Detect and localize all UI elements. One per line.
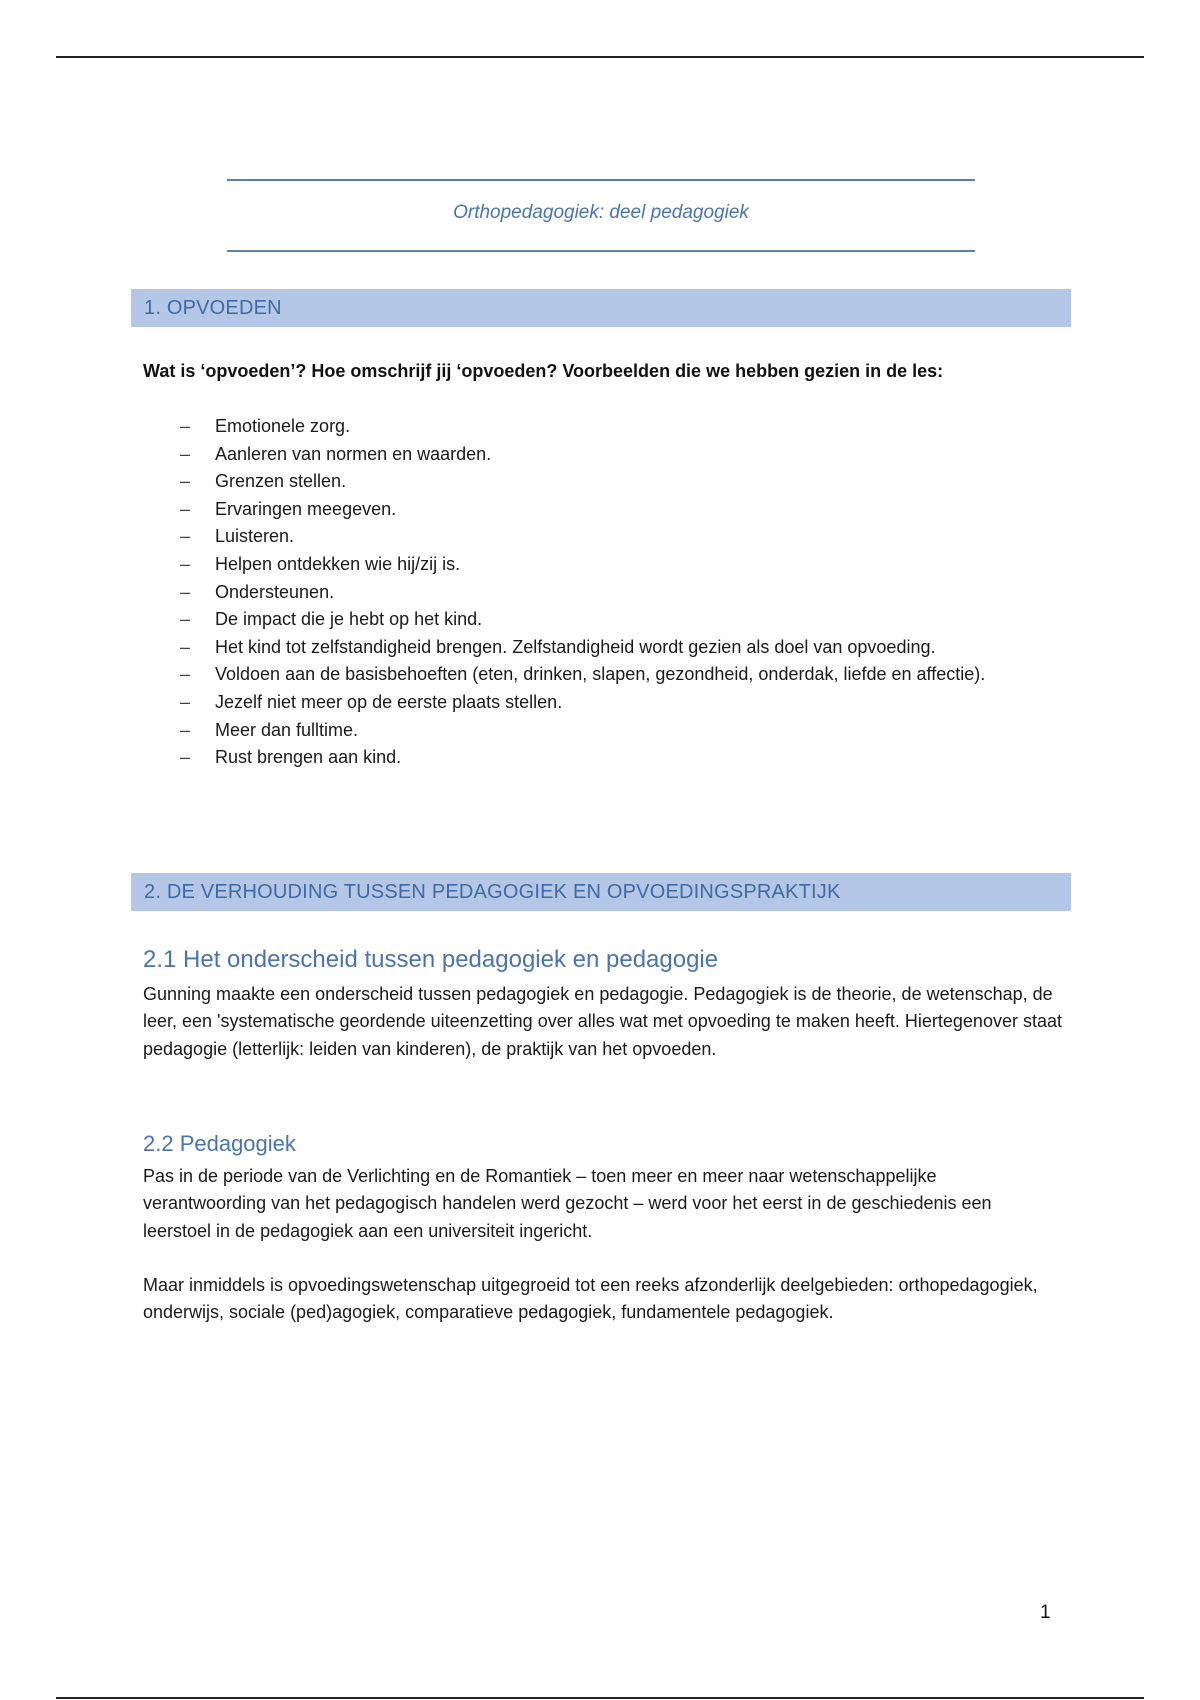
list-item — [143, 468, 1063, 496]
list-item-text: Voldoen aan de basisbehoeften (eten, drinken, slapen, gezondheid, onderdak, liefde en affectie). — [215, 664, 986, 685]
title-bottom-rule — [227, 250, 975, 252]
section-1-heading-band — [131, 289, 1071, 327]
list-item — [143, 551, 1063, 579]
dash-bullet: – — [180, 581, 191, 602]
section-1-heading: 1. OPVOEDEN — [144, 297, 282, 319]
list-item-text: Meer dan fulltime. — [215, 719, 359, 740]
list-item — [143, 523, 1063, 551]
list-item-text: Luisteren. — [215, 526, 295, 547]
list-item-text: Helpen ontdekken wie hij/zij is. — [215, 553, 461, 574]
page-number: 1 — [1040, 1602, 1051, 1623]
dash-bullet: – — [180, 664, 191, 685]
dash-bullet: – — [180, 471, 191, 492]
dash-bullet: – — [180, 526, 191, 547]
dash-bullet: – — [180, 636, 191, 657]
list-item — [143, 496, 1063, 524]
list-item-text: Het kind tot zelfstandigheid brengen. Zelfstandigheid wordt gezien als doel van opvoeding. — [215, 636, 936, 657]
list-item — [143, 606, 1063, 634]
list-item-text: De impact die je hebt op het kind. — [215, 609, 483, 630]
subsection-2-2-paragraph-1: Pas in de periode van de Verlichting en de Romantiek – toen meer en meer naar wetenschappelijke verantwoording van het pedagogisch handelen werd gezocht – werd voor het eerst in de geschiedenis een leerstoel in de pedagogiek aan een universiteit ingericht. — [143, 1166, 992, 1241]
list-item — [143, 717, 1063, 745]
list-item-text: Grenzen stellen. — [215, 471, 347, 492]
subsection-2-2-paragraph-2: Maar inmiddels is opvoedingswetenschap uitgegroeid tot een reeks afzonderlijk deelgebieden: orthopedagogiek, onderwijs, sociale (ped)agogiek, comparatieve pedagogiek, fundamentele pedagogiek. — [143, 1275, 1038, 1323]
opvoeden-examples-list — [143, 413, 1063, 772]
list-item-text: Ondersteunen. — [215, 581, 335, 602]
subsection-2-1-paragraph: Gunning maakte een onderscheid tussen pedagogiek en pedagogie. Pedagogiek is de theorie, de wetenschap, de leer, een 'systematische geordende uiteenzetting over alles wat met opvoeding te maken heeft. Hiertegenover staat pedagogie (letterlijk: leiden van kinderen), de praktijk van het opvoeden. — [143, 984, 1062, 1059]
subsection-2-1-heading: 2.1 Het onderscheid tussen pedagogiek en pedagogie — [143, 946, 719, 973]
list-item — [143, 579, 1063, 607]
list-item — [143, 689, 1063, 717]
list-item-text: Rust brengen aan kind. — [215, 747, 402, 768]
document-title: Orthopedagogiek: deel pedagogiek — [453, 202, 749, 223]
section-2-heading: 2. DE VERHOUDING TUSSEN PEDAGOGIEK EN OPVOEDINGSPRAKTIJK — [144, 881, 841, 903]
section-1-question: Wat is ‘opvoeden’? Hoe omschrijf jij ‘opvoeden? Voorbeelden die we hebben gezien in de les: — [143, 361, 944, 381]
dash-bullet: – — [180, 747, 191, 768]
top-page-rule — [56, 56, 1144, 58]
subsection-2-2-heading: 2.2 Pedagogiek — [143, 1131, 296, 1156]
list-item — [143, 441, 1063, 469]
dash-bullet: – — [180, 498, 191, 519]
section-2-heading-band — [131, 873, 1071, 911]
list-item-text: Aanleren van normen en waarden. — [215, 443, 492, 464]
list-item-text: Jezelf niet meer op de eerste plaats stellen. — [215, 691, 563, 712]
dash-bullet: – — [180, 553, 191, 574]
list-item-text: Emotionele zorg. — [215, 416, 351, 436]
title-top-rule — [227, 179, 975, 181]
list-item — [143, 744, 1063, 772]
list-item — [143, 413, 1063, 441]
dash-bullet: – — [180, 416, 191, 436]
bottom-page-rule — [56, 1697, 1144, 1699]
dash-bullet: – — [180, 443, 191, 464]
dash-bullet: – — [180, 719, 191, 740]
list-item-text: Ervaringen meegeven. — [215, 498, 397, 519]
dash-bullet: – — [180, 609, 191, 630]
list-item — [143, 634, 1063, 662]
dash-bullet: – — [180, 691, 191, 712]
list-item — [143, 661, 1063, 689]
